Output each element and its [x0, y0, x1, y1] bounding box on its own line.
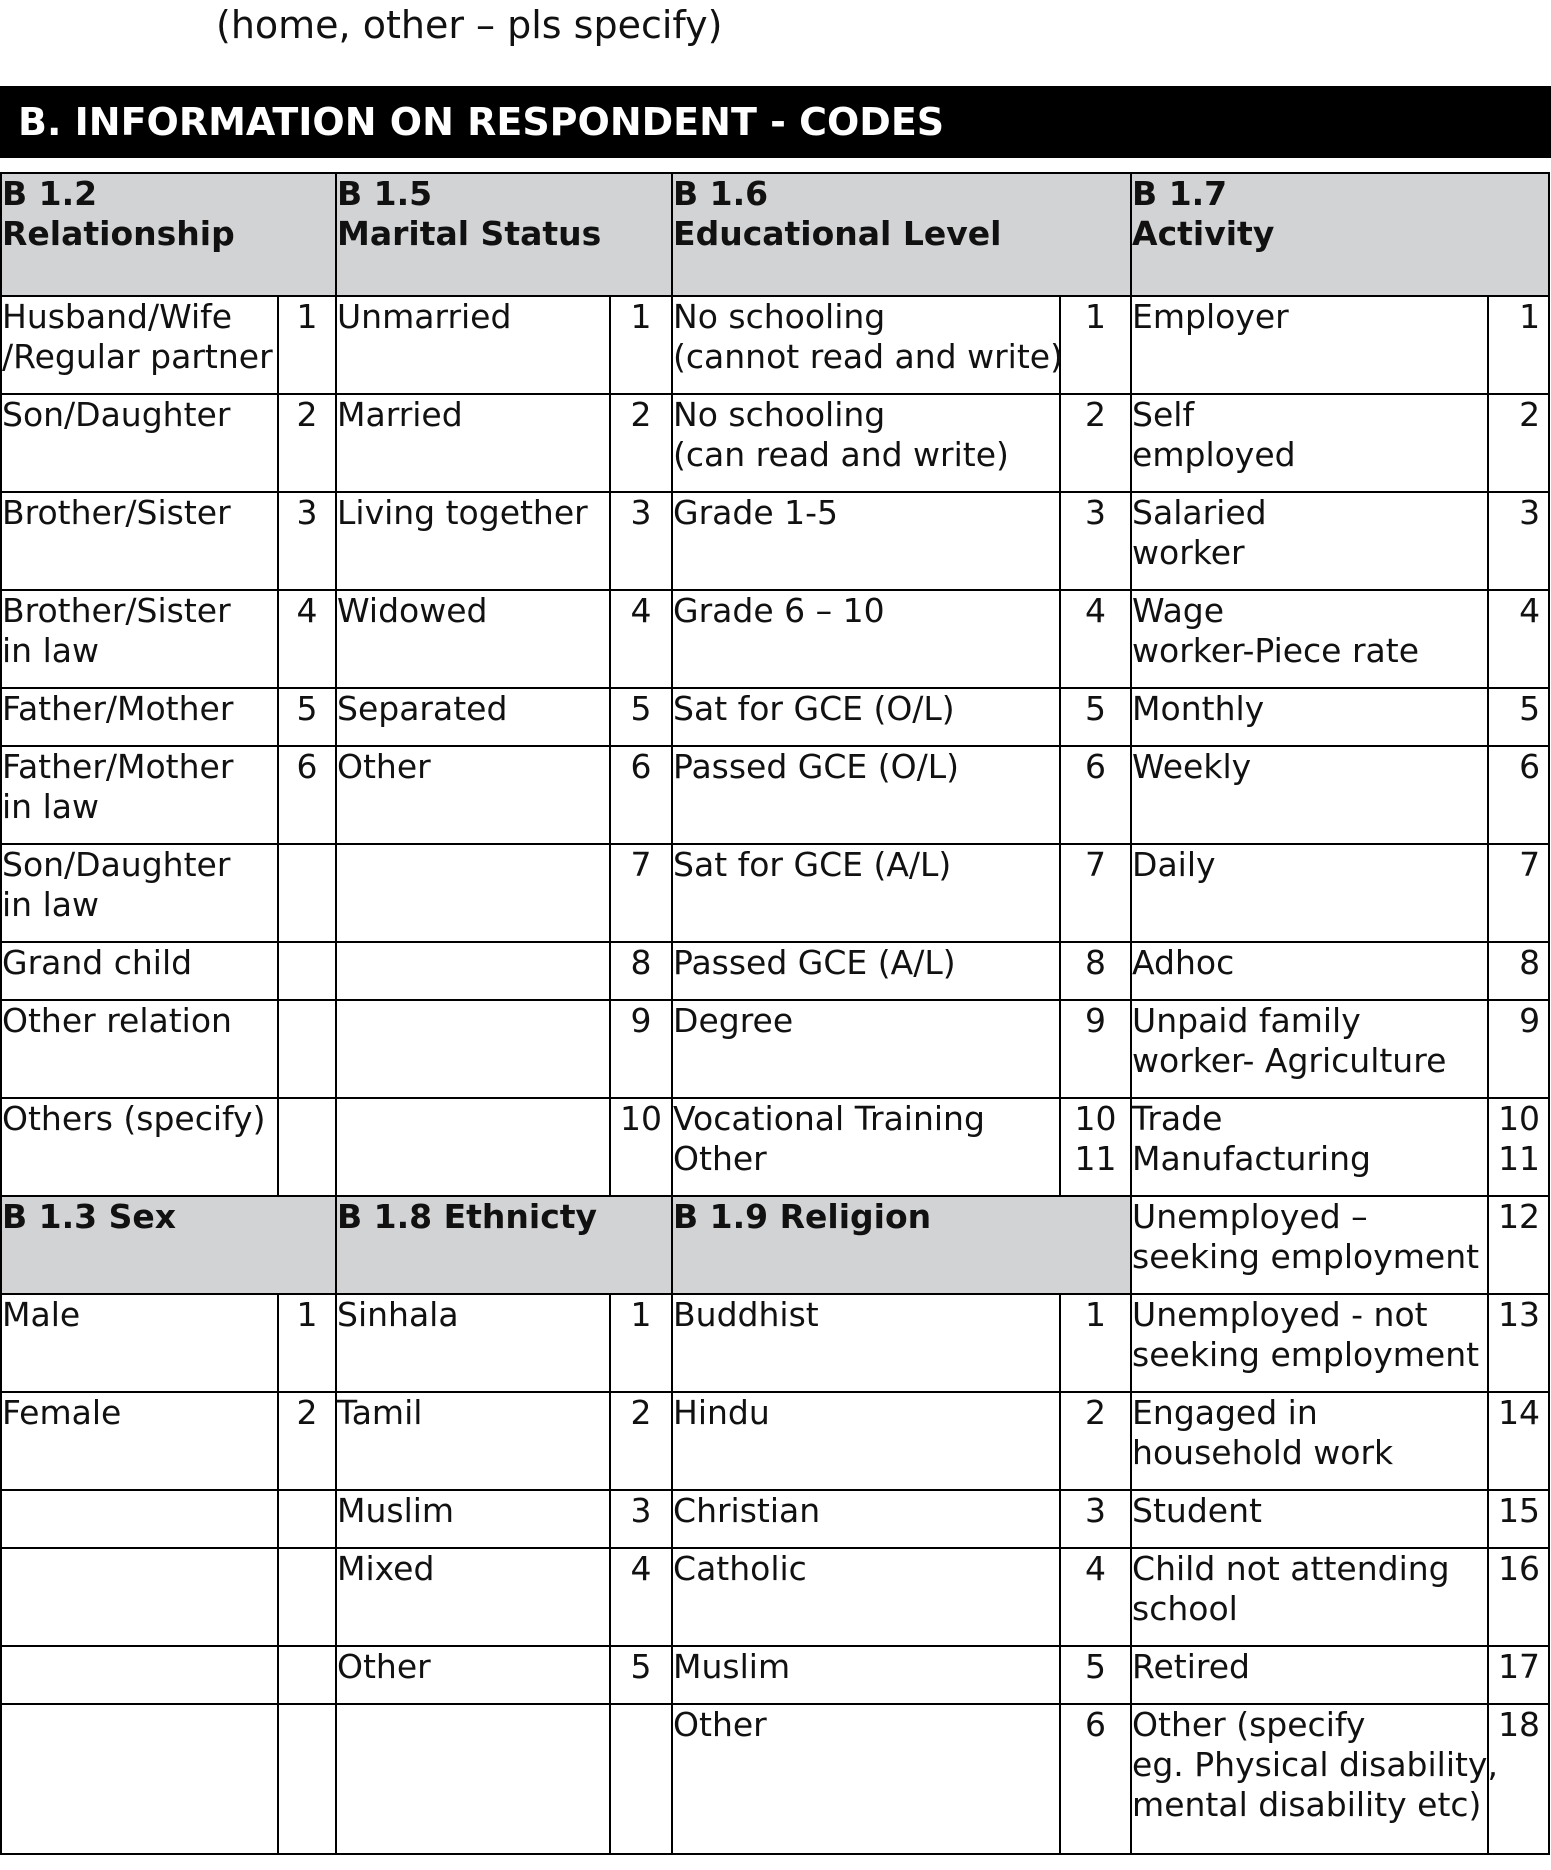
activity-label-text: Child not attending [1132, 1549, 1450, 1588]
education-code-text: 5 [1085, 689, 1107, 728]
ethnicity-code [610, 1392, 672, 1490]
activity-code-text: 17 [1498, 1647, 1541, 1686]
marital-code-text: 1 [630, 297, 652, 336]
header-title: Relationship [2, 214, 235, 253]
relationship-code [278, 688, 336, 746]
religion-label [672, 1490, 1060, 1548]
religion-code-text: 5 [1085, 1647, 1107, 1686]
header-code: B 1.6 [673, 174, 769, 213]
religion-label-text: Hindu [673, 1393, 770, 1432]
marital-label [336, 1000, 610, 1098]
relationship-label [1, 296, 278, 394]
relationship-code-text: 2 [296, 395, 318, 434]
ethnicity-code-text: 3 [630, 1491, 652, 1530]
marital-code-text: 2 [630, 395, 652, 434]
religion-code-text: 3 [1085, 1491, 1107, 1530]
header-activity [1131, 173, 1549, 296]
education-label [672, 844, 1060, 942]
ethnicity-code [610, 1548, 672, 1646]
religion-label-text: Other [673, 1705, 767, 1744]
religion-code-text: 1 [1085, 1295, 1107, 1334]
ethnicity-code [610, 1646, 672, 1704]
marital-code [610, 688, 672, 746]
activity-code [1488, 1646, 1549, 1704]
education-code [1060, 394, 1131, 492]
education-label [672, 394, 1060, 492]
education-code [1060, 296, 1131, 394]
ethnicity-code-text: 4 [630, 1549, 652, 1588]
sex-code [278, 1392, 336, 1490]
relationship-label-text: in law [2, 631, 99, 670]
table-row [1, 1646, 1549, 1704]
activity-label-text: seeking employment [1132, 1335, 1480, 1374]
activity-label [1131, 1098, 1488, 1196]
education-code [1060, 844, 1131, 942]
religion-label [672, 1294, 1060, 1392]
education-label-text: Sat for GCE (O/L) [673, 689, 955, 728]
relationship-code-text: 6 [296, 747, 318, 786]
table-row [1, 394, 1549, 492]
marital-code [610, 844, 672, 942]
relationship-label-text: Other relation [2, 1001, 232, 1040]
ethnicity-code-text: 5 [630, 1647, 652, 1686]
education-label [672, 746, 1060, 844]
relationship-label [1, 492, 278, 590]
relationship-label-text: Husband/Wife [2, 297, 233, 336]
activity-code-text: 13 [1498, 1295, 1541, 1334]
activity-label [1131, 492, 1488, 590]
education-code-text: 11 [1074, 1139, 1117, 1178]
activity-code-text: 6 [1519, 747, 1541, 786]
ethnicity-label [336, 1392, 610, 1490]
activity-label [1131, 590, 1488, 688]
table-row [1, 296, 1549, 394]
header-sex: B 1.3 Sex [1, 1196, 336, 1294]
activity-label-text: Employer [1132, 297, 1289, 336]
activity-label-text: Unpaid family [1132, 1001, 1361, 1040]
activity-code-text: 3 [1519, 493, 1541, 532]
education-label [672, 688, 1060, 746]
religion-code [1060, 1646, 1131, 1704]
religion-code-text: 4 [1085, 1549, 1107, 1588]
marital-label-text: Married [337, 395, 463, 434]
activity-label-text: Student [1132, 1491, 1262, 1530]
activity-code-text: 4 [1519, 591, 1541, 630]
activity-label-text: Adhoc [1132, 943, 1235, 982]
header-title: Marital Status [337, 214, 602, 253]
activity-code-text: 11 [1498, 1139, 1541, 1178]
relationship-label [1, 844, 278, 942]
sex-code [278, 1490, 336, 1548]
relationship-code [278, 394, 336, 492]
activity-code-text: 1 [1519, 297, 1541, 336]
activity-code [1488, 590, 1549, 688]
relationship-code [278, 942, 336, 1000]
education-code-text: 1 [1085, 297, 1107, 336]
sex-label [1, 1646, 278, 1704]
education-label [672, 590, 1060, 688]
education-code-text: 7 [1085, 845, 1107, 884]
table-row [1, 746, 1549, 844]
sub-header-row [1, 1196, 1549, 1294]
relationship-label [1, 1000, 278, 1098]
education-label-text: Grade 1-5 [673, 493, 839, 532]
education-label-text: Degree [673, 1001, 794, 1040]
education-code [1060, 688, 1131, 746]
religion-label-text: Christian [673, 1491, 821, 1530]
education-label-text: (can read and write) [673, 435, 1009, 474]
marital-code-text: 7 [630, 845, 652, 884]
marital-code [610, 394, 672, 492]
education-code [1060, 1000, 1131, 1098]
activity-label [1131, 942, 1488, 1000]
relationship-code-text: 1 [296, 297, 318, 336]
education-label-text: No schooling [673, 297, 886, 336]
ethnicity-code-text: 1 [630, 1295, 652, 1334]
education-label-text: Sat for GCE (A/L) [673, 845, 952, 884]
activity-label-text: worker-Piece rate [1132, 631, 1420, 670]
relationship-label-text: Grand child [2, 943, 193, 982]
relationship-code [278, 1000, 336, 1098]
top-note: (home, other – pls specify) [216, 3, 723, 47]
ethnicity-code [610, 1490, 672, 1548]
relationship-code [278, 590, 336, 688]
activity-label-text: Monthly [1132, 689, 1265, 728]
sex-label [1, 1392, 278, 1490]
activity-label [1131, 1196, 1488, 1294]
marital-code [610, 1098, 672, 1196]
activity-code [1488, 1392, 1549, 1490]
ethnicity-label [336, 1646, 610, 1704]
sex-code [278, 1646, 336, 1704]
marital-code-text: 5 [630, 689, 652, 728]
marital-label-text: Living together [337, 493, 588, 532]
ethnicity-code [610, 1704, 672, 1854]
table-row [1, 1294, 1549, 1392]
relationship-label [1, 1098, 278, 1196]
activity-label [1131, 296, 1488, 394]
relationship-code-text: 3 [296, 493, 318, 532]
marital-code-text: 9 [630, 1001, 652, 1040]
education-code [1060, 590, 1131, 688]
table-row [1, 590, 1549, 688]
relationship-label [1, 394, 278, 492]
marital-label-text: Other [337, 747, 431, 786]
activity-label [1131, 1392, 1488, 1490]
marital-label [336, 746, 610, 844]
religion-label [672, 1646, 1060, 1704]
activity-label-text: Wage [1132, 591, 1225, 630]
religion-code [1060, 1548, 1131, 1646]
relationship-label-text: Brother/Sister [2, 591, 231, 630]
education-label-text: Passed GCE (O/L) [673, 747, 959, 786]
education-label [672, 296, 1063, 394]
marital-label-text: Separated [337, 689, 508, 728]
activity-code [1488, 746, 1549, 844]
ethnicity-label [336, 1704, 610, 1854]
sex-label [1, 1490, 278, 1548]
education-label-text: (cannot read and write) [673, 337, 1063, 376]
table-row [1, 942, 1549, 1000]
ethnicity-label [336, 1294, 610, 1392]
ethnicity-code [610, 1294, 672, 1392]
education-label [672, 942, 1060, 1000]
activity-label [1131, 1294, 1488, 1392]
marital-code-text: 10 [620, 1099, 663, 1138]
education-code [1060, 746, 1131, 844]
table-row [1, 1548, 1549, 1646]
religion-code [1060, 1392, 1131, 1490]
religion-label [672, 1704, 1060, 1854]
relationship-label-text: Father/Mother [2, 689, 234, 728]
activity-code [1488, 942, 1549, 1000]
education-code-text: 10 [1074, 1099, 1117, 1138]
relationship-label-text: Others (specify) [2, 1099, 266, 1138]
activity-label [1131, 1646, 1488, 1704]
relationship-code [278, 296, 336, 394]
activity-label [1131, 1000, 1488, 1098]
table-row [1, 492, 1549, 590]
activity-label-text: Daily [1132, 845, 1216, 884]
ethnicity-label-text: Tamil [337, 1393, 423, 1432]
marital-label [336, 296, 610, 394]
ethnicity-label [336, 1490, 610, 1548]
marital-code [610, 1000, 672, 1098]
section-title: B. INFORMATION ON RESPONDENT - CODES [0, 86, 1551, 158]
header-title: Activity [1132, 214, 1275, 253]
ethnicity-label-text: Other [337, 1647, 431, 1686]
relationship-label [1, 590, 278, 688]
table-row [1, 1392, 1549, 1490]
ethnicity-label-text: Muslim [337, 1491, 455, 1530]
sex-code [278, 1548, 336, 1646]
religion-label-text: Catholic [673, 1549, 807, 1588]
relationship-label-text: in law [2, 885, 99, 924]
education-label-text: No schooling [673, 395, 886, 434]
marital-code [610, 942, 672, 1000]
religion-label-text: Muslim [673, 1647, 791, 1686]
activity-label-text: school [1132, 1589, 1238, 1628]
activity-label-text: Unemployed – [1132, 1197, 1368, 1236]
activity-label-text: Salaried [1132, 493, 1267, 532]
religion-code-text: 2 [1085, 1393, 1107, 1432]
header-title: Educational Level [673, 214, 1002, 253]
education-label-text: Other [673, 1139, 767, 1178]
marital-code-text: 4 [630, 591, 652, 630]
sex-code [278, 1704, 336, 1854]
religion-label-text: Buddhist [673, 1295, 819, 1334]
marital-code [610, 590, 672, 688]
education-code [1060, 942, 1131, 1000]
relationship-label [1, 746, 278, 844]
relationship-label-text: in law [2, 787, 99, 826]
activity-label [1131, 1548, 1488, 1646]
relationship-code [278, 844, 336, 942]
activity-code-text: 5 [1519, 689, 1541, 728]
table-row [1, 688, 1549, 746]
relationship-label-text: /Regular partner [2, 337, 273, 376]
education-code-text: 4 [1085, 591, 1107, 630]
activity-code-text: 7 [1519, 845, 1541, 884]
religion-code [1060, 1294, 1131, 1392]
activity-label-text: Retired [1132, 1647, 1250, 1686]
education-code [1060, 1098, 1131, 1196]
activity-label-text: Other (specify [1132, 1705, 1366, 1744]
relationship-code [278, 746, 336, 844]
relationship-label-text: Father/Mother [2, 747, 234, 786]
relationship-code-text: 4 [296, 591, 318, 630]
table-row [1, 1000, 1549, 1098]
ethnicity-code-text: 2 [630, 1393, 652, 1432]
marital-label [336, 942, 610, 1000]
marital-code-text: 6 [630, 747, 652, 786]
activity-code-text: 16 [1498, 1549, 1541, 1588]
education-label [672, 492, 1060, 590]
relationship-label-text: Brother/Sister [2, 493, 231, 532]
activity-label-text: Unemployed - not [1132, 1295, 1428, 1334]
relationship-label-text: Son/Daughter [2, 845, 231, 884]
codes-table [0, 172, 1550, 1855]
header-code: B 1.5 [337, 174, 433, 213]
header-educational-level [672, 173, 1131, 296]
education-code-text: 2 [1085, 395, 1107, 434]
activity-label-text: household work [1132, 1433, 1394, 1472]
activity-code [1488, 1196, 1549, 1294]
ethnicity-label-text: Mixed [337, 1549, 435, 1588]
activity-label [1131, 746, 1488, 844]
activity-code [1488, 844, 1549, 942]
activity-code-text: 14 [1498, 1393, 1541, 1432]
activity-code-text: 9 [1519, 1001, 1541, 1040]
education-code-text: 8 [1085, 943, 1107, 982]
activity-label-text: seeking employment [1132, 1237, 1480, 1276]
religion-label [672, 1548, 1060, 1646]
marital-label [336, 394, 610, 492]
education-label [672, 1000, 1060, 1098]
religion-code [1060, 1490, 1131, 1548]
activity-code [1488, 1000, 1549, 1098]
header-code: B 1.7 [1132, 174, 1228, 213]
marital-label [336, 688, 610, 746]
sex-label-text: Male [2, 1295, 81, 1334]
activity-code [1488, 1548, 1549, 1646]
relationship-code-text: 5 [296, 689, 318, 728]
marital-label [336, 492, 610, 590]
activity-label-text: employed [1132, 435, 1296, 474]
marital-label [336, 1098, 610, 1196]
activity-code-text: 15 [1498, 1491, 1541, 1530]
activity-code-text: 10 [1498, 1099, 1541, 1138]
activity-code-text: 8 [1519, 943, 1541, 982]
education-code-text: 3 [1085, 493, 1107, 532]
table-row [1, 1490, 1549, 1548]
relationship-label-text: Son/Daughter [2, 395, 231, 434]
activity-code [1488, 688, 1549, 746]
activity-label-text: Manufacturing [1132, 1139, 1372, 1178]
table-row [1, 844, 1549, 942]
activity-label [1131, 1490, 1488, 1548]
activity-label [1131, 688, 1488, 746]
religion-label [672, 1392, 1060, 1490]
activity-label-text: Weekly [1132, 747, 1252, 786]
activity-label-text: eg. Physical disability, [1132, 1745, 1498, 1784]
sex-code-text: 2 [296, 1393, 318, 1432]
activity-code [1488, 492, 1549, 590]
activity-label-text: mental disability etc) [1132, 1785, 1482, 1824]
activity-code [1488, 1294, 1549, 1392]
sex-label [1, 1294, 278, 1392]
marital-code [610, 746, 672, 844]
ethnicity-label [336, 1548, 610, 1646]
education-code [1060, 492, 1131, 590]
education-label-text: Grade 6 – 10 [673, 591, 885, 630]
sex-label [1, 1548, 278, 1646]
marital-code [610, 296, 672, 394]
marital-code [610, 492, 672, 590]
marital-label-text: Unmarried [337, 297, 512, 336]
activity-label [1131, 1704, 1498, 1854]
activity-code [1488, 1490, 1549, 1548]
activity-label-text: Self [1132, 395, 1195, 434]
activity-label-text: Engaged in [1132, 1393, 1318, 1432]
activity-label-text: Trade [1132, 1099, 1223, 1138]
activity-code-text: 12 [1498, 1197, 1541, 1236]
education-code-text: 9 [1085, 1001, 1107, 1040]
education-label-text: Vocational Training [673, 1099, 985, 1138]
activity-label-text: worker [1132, 533, 1245, 572]
relationship-label [1, 688, 278, 746]
sex-code-text: 1 [296, 1295, 318, 1334]
activity-code [1488, 296, 1549, 394]
activity-code [1488, 394, 1549, 492]
marital-label [336, 590, 610, 688]
marital-code-text: 3 [630, 493, 652, 532]
activity-label [1131, 844, 1488, 942]
relationship-code [278, 492, 336, 590]
header-row [1, 173, 1549, 296]
sex-code [278, 1294, 336, 1392]
relationship-label [1, 942, 278, 1000]
marital-code-text: 8 [630, 943, 652, 982]
relationship-code [278, 1098, 336, 1196]
ethnicity-label-text: Sinhala [337, 1295, 459, 1334]
activity-label [1131, 394, 1488, 492]
activity-code [1488, 1098, 1549, 1196]
table-row [1, 1098, 1549, 1196]
education-label-text: Passed GCE (A/L) [673, 943, 956, 982]
header-religion: B 1.9 Religion [672, 1196, 1131, 1294]
activity-label-text: worker- Agriculture [1132, 1041, 1447, 1080]
header-marital-status [336, 173, 672, 296]
table-row [1, 1704, 1549, 1854]
marital-label [336, 844, 610, 942]
education-label [672, 1098, 1060, 1196]
activity-code-text: 2 [1519, 395, 1541, 434]
sex-label-text: Female [2, 1393, 122, 1432]
header-ethnicity: B 1.8 Ethnicty [336, 1196, 672, 1294]
religion-code-text: 6 [1085, 1705, 1107, 1744]
religion-code [1060, 1704, 1131, 1854]
header-code: B 1.2 [2, 174, 98, 213]
header-relationship [1, 173, 336, 296]
marital-label-text: Widowed [337, 591, 488, 630]
sex-label [1, 1704, 278, 1854]
activity-code-text: 18 [1498, 1705, 1541, 1744]
education-code-text: 6 [1085, 747, 1107, 786]
